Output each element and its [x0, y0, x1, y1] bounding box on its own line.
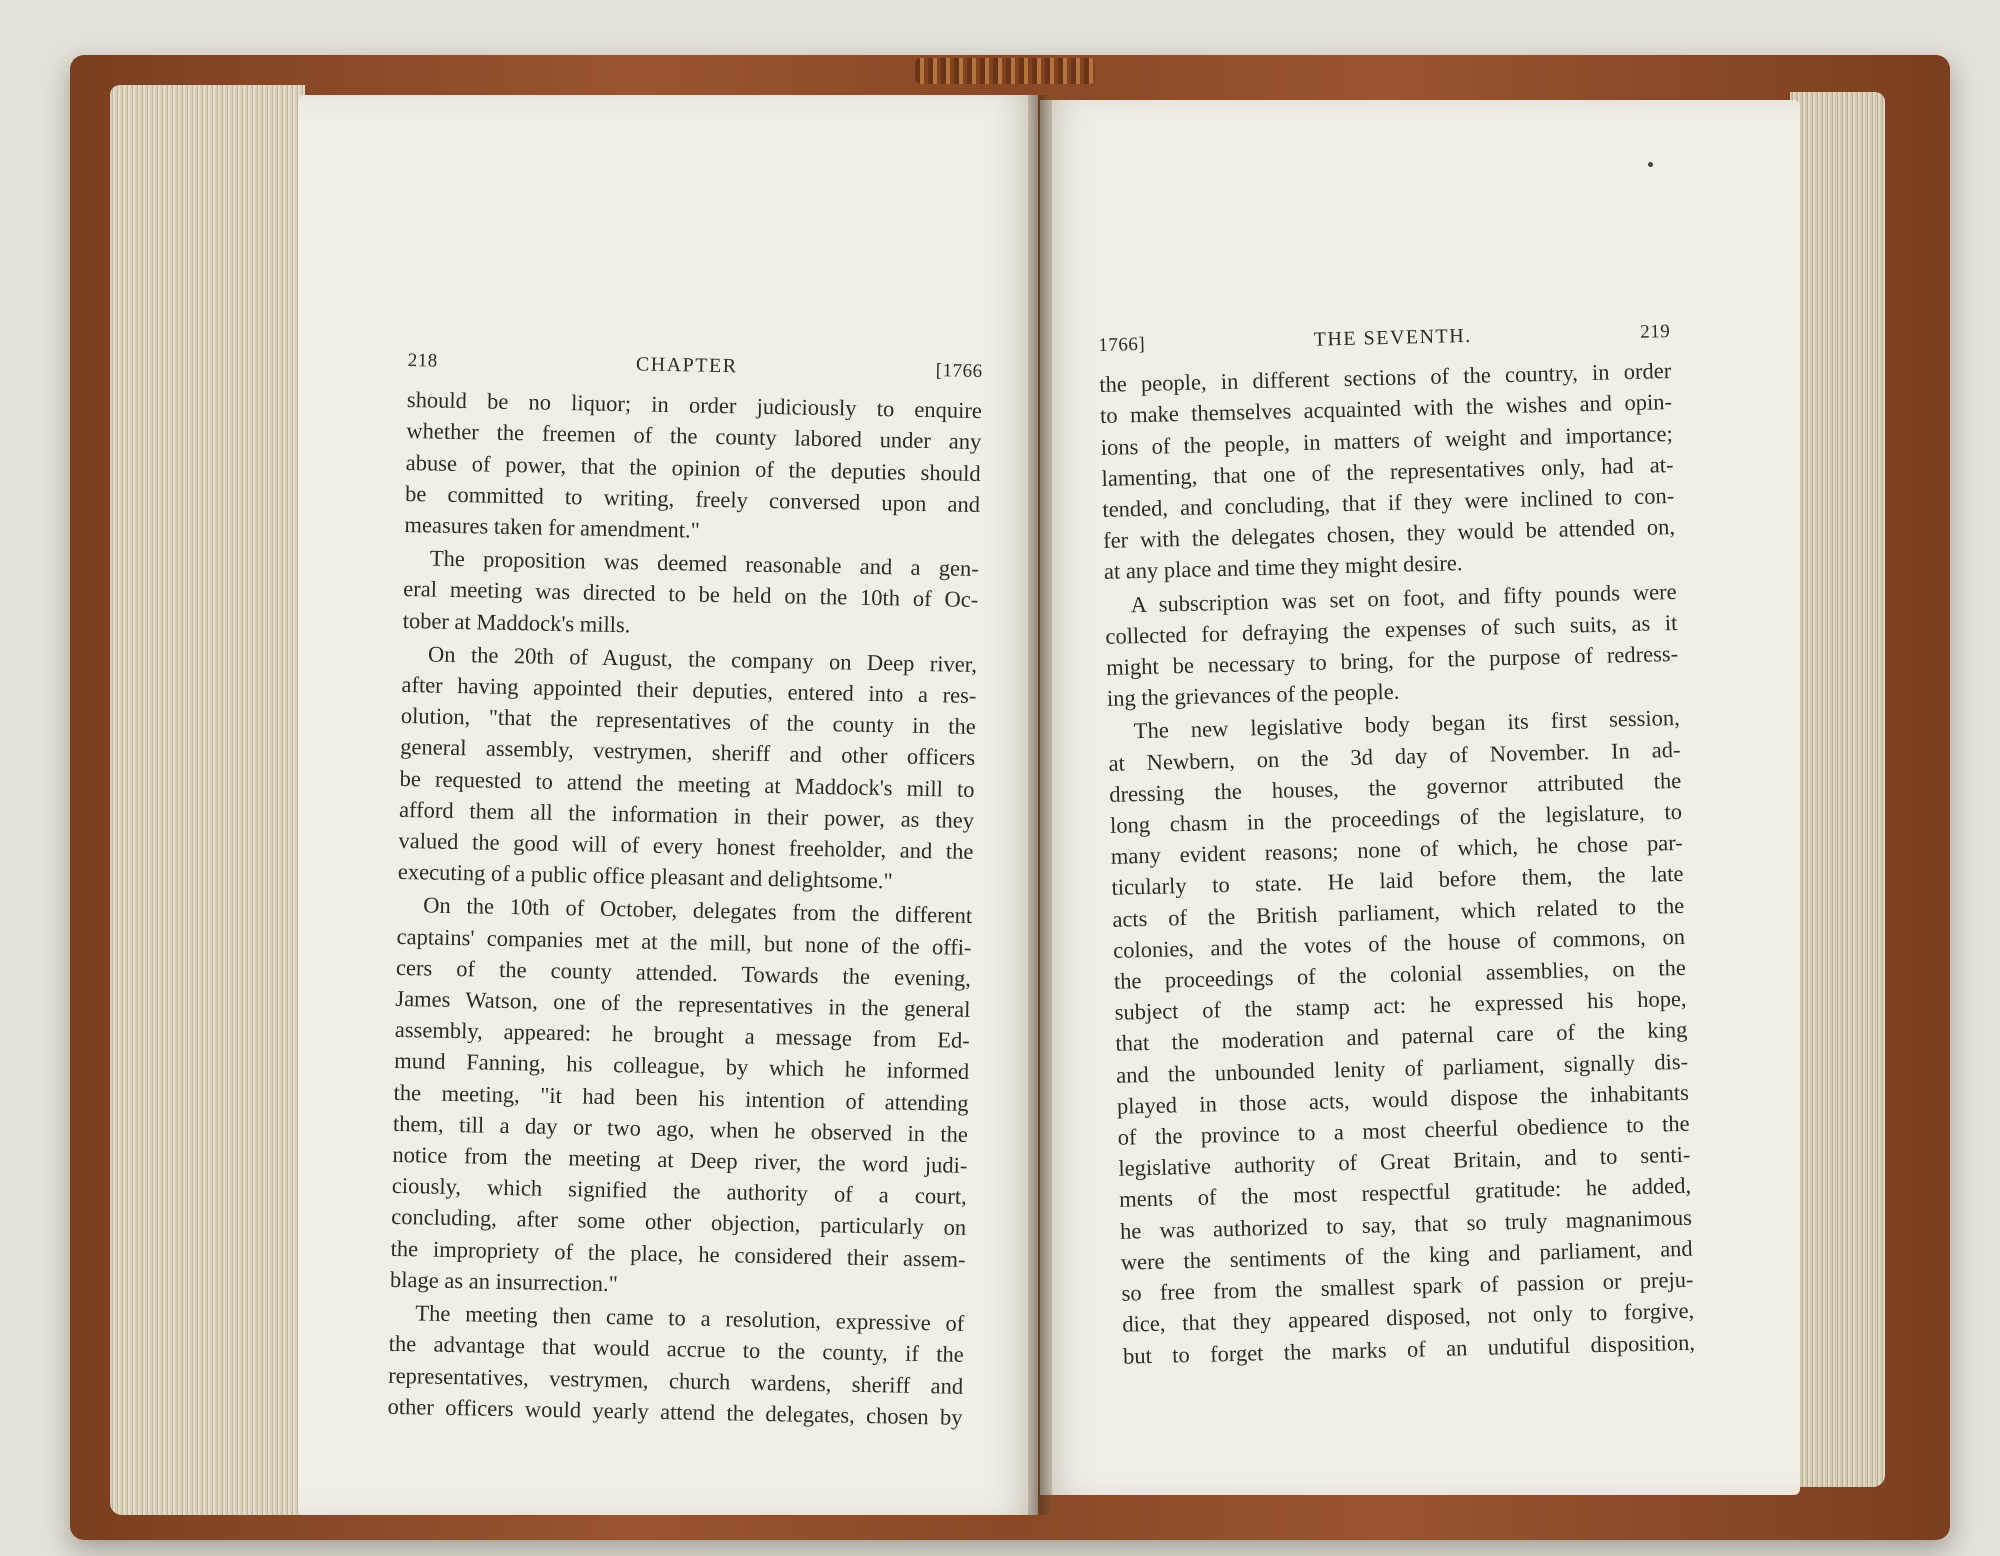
book-spine-headband — [915, 58, 1095, 84]
text-line: lamenting, that one of the representatives only, had at- — [1101, 451, 1674, 491]
left-page-number: 218 — [407, 349, 438, 372]
text-line: James Watson, one of the representatives in the general — [395, 985, 971, 1022]
text-line: tober at Maddock's mills. — [402, 607, 631, 637]
text-line: many evident reasons; none of which, he chose par- — [1110, 830, 1684, 870]
text-line: at any place and time they might desire. — [1103, 550, 1463, 585]
text-line: blage as an insurrection." — [389, 1266, 619, 1297]
text-line: after having appointed their deputies, entered into a res- — [401, 671, 977, 709]
left-running-head — [407, 345, 982, 387]
right-running-title: THE SEVENTH. — [1313, 324, 1472, 351]
text-line: notice from the meeting at Deep river, the word judi- — [392, 1141, 968, 1178]
text-line: The meeting then came to a resolution, expressive of — [415, 1300, 965, 1336]
page-edges-right — [1790, 92, 1885, 1487]
text-line: captains' companies met at the mill, but none of the offi- — [396, 923, 972, 960]
text-line: valued the good will of every honest freeholder, and the — [398, 827, 974, 864]
text-line: and the unbounded lenity of parliament, signally dis- — [1115, 1048, 1689, 1088]
text-line: executing of a public office pleasant and delightsome." — [397, 859, 893, 894]
text-line: mund Fanning, his colleague, by which he informed — [394, 1048, 970, 1085]
text-line: he was authorized to say, that so truly magnanimous — [1119, 1204, 1693, 1244]
left-page-text — [387, 345, 983, 1433]
text-line: colonies, and the votes of the house of commons, on — [1112, 923, 1686, 963]
text-line: assembly, appeared: he brought a message from Ed- — [394, 1017, 970, 1054]
right-running-head — [1098, 316, 1671, 361]
text-line: ticularly to state. He laid before them, the late — [1111, 861, 1684, 901]
text-line: the meeting, "it had been his intention of attending — [393, 1079, 969, 1116]
text-line: fer with the delegates chosen, they would be attended on, — [1102, 514, 1676, 554]
text-line: so free from the smallest spark of passion or preju- — [1121, 1266, 1694, 1306]
book-gutter — [1028, 95, 1052, 1515]
text-line: the people, in different sections of the country, in order — [1099, 358, 1672, 398]
text-line: the impropriety of the place, he considered their assem- — [390, 1235, 966, 1272]
text-line: dressing the houses, the governor attributed the — [1109, 767, 1682, 807]
paper-fleck — [1648, 162, 1653, 167]
right-year: 1766] — [1098, 333, 1146, 356]
text-line: The new legislative body began its first session, — [1133, 705, 1680, 744]
text-line: should be no liquor; in order judiciously to enquire — [406, 387, 983, 424]
text-line: tended, and concluding, that if they were inclined to con- — [1102, 482, 1675, 522]
text-line: On the 20th of August, the company on Deep river, — [427, 641, 978, 677]
text-line: ciously, which signified the authority of a court, — [391, 1173, 967, 1210]
text-line: the proceedings of the colonial assemblies, on the — [1113, 954, 1687, 994]
text-line: ments of the most respectful gratitude: he added, — [1118, 1173, 1692, 1213]
text-line: of the province to a most cheerful obedience to the — [1117, 1110, 1690, 1150]
text-line: that the moderation and paternal care of the king — [1115, 1017, 1688, 1057]
right-page-text — [1098, 316, 1695, 1371]
text-line: be requested to attend the meeting at Maddock's mill to — [399, 765, 975, 802]
text-line: concluding, after some other objection, particularly on — [391, 1204, 967, 1241]
text-line: eral meeting was directed to be held on the 10th of Oc- — [403, 576, 979, 613]
text-line: might be necessary to bring, for the purpose of redress- — [1105, 640, 1679, 680]
text-line: long chasm in the proceedings of the legislature, to — [1109, 798, 1683, 838]
text-line: were the sentiments of the king and parliament, and — [1120, 1235, 1693, 1275]
text-line: whether the freemen of the county labored under any — [406, 418, 982, 455]
text-line: played in those acts, would dispose the inhabitants — [1116, 1079, 1690, 1119]
text-line: afford them all the information in their power, as they — [398, 796, 975, 833]
text-line: be committed to writing, freely conversed upon and — [404, 480, 981, 517]
text-line: at Newbern, on the 3d day of November. In ad- — [1108, 736, 1681, 776]
text-line: On the 10th of October, delegates from the different — [423, 892, 973, 929]
text-line: to make themselves acquainted with the wishes and opin- — [1099, 389, 1673, 429]
text-line: A subscription was set on foot, and fifty pounds were — [1130, 578, 1677, 617]
text-line: dice, that they appeared disposed, not only to forgive, — [1121, 1298, 1695, 1337]
right-page-number: 219 — [1639, 321, 1671, 343]
text-line: subject of the stamp act: he expressed his hope, — [1114, 986, 1687, 1026]
text-line: ions of the people, in matters of weight and importance; — [1100, 420, 1673, 460]
text-line: but to forget the marks of an undutiful disposition, — [1122, 1329, 1696, 1369]
text-line: ing the grievances of the people. — [1106, 678, 1400, 712]
left-running-title: CHAPTER — [635, 353, 738, 378]
left-page — [298, 95, 1038, 1515]
right-page — [1040, 100, 1800, 1495]
text-line: acts of the British parliament, which related to the — [1112, 892, 1685, 932]
text-line: the advantage that would accrue to the county, if the — [388, 1331, 964, 1368]
text-line: cers of the county attended. Towards the evening, — [395, 954, 972, 991]
text-line: them, till a day or two ago, when he observed in the — [392, 1110, 969, 1147]
text-line: abuse of power, that the opinion of the deputies should — [405, 449, 981, 486]
page-edges-left — [110, 85, 305, 1515]
text-line: collected for defraying the expenses of such suits, as it — [1105, 609, 1678, 649]
text-line: measures taken for amendment." — [404, 511, 701, 543]
text-line: olution, "that the representatives of the county in the — [400, 703, 977, 740]
left-year: [1766 — [935, 360, 983, 383]
text-line: representatives, vestrymen, church wardens, sheriff and — [387, 1362, 964, 1399]
text-line: other officers would yearly attend the delegates, chosen by — [387, 1393, 963, 1430]
text-line: general assembly, vestrymen, sheriff and other officers — [400, 734, 976, 771]
text-line: legislative authority of Great Britain, and to senti- — [1118, 1142, 1691, 1182]
text-line: The proposition was deemed reasonable and a gen- — [429, 545, 980, 582]
